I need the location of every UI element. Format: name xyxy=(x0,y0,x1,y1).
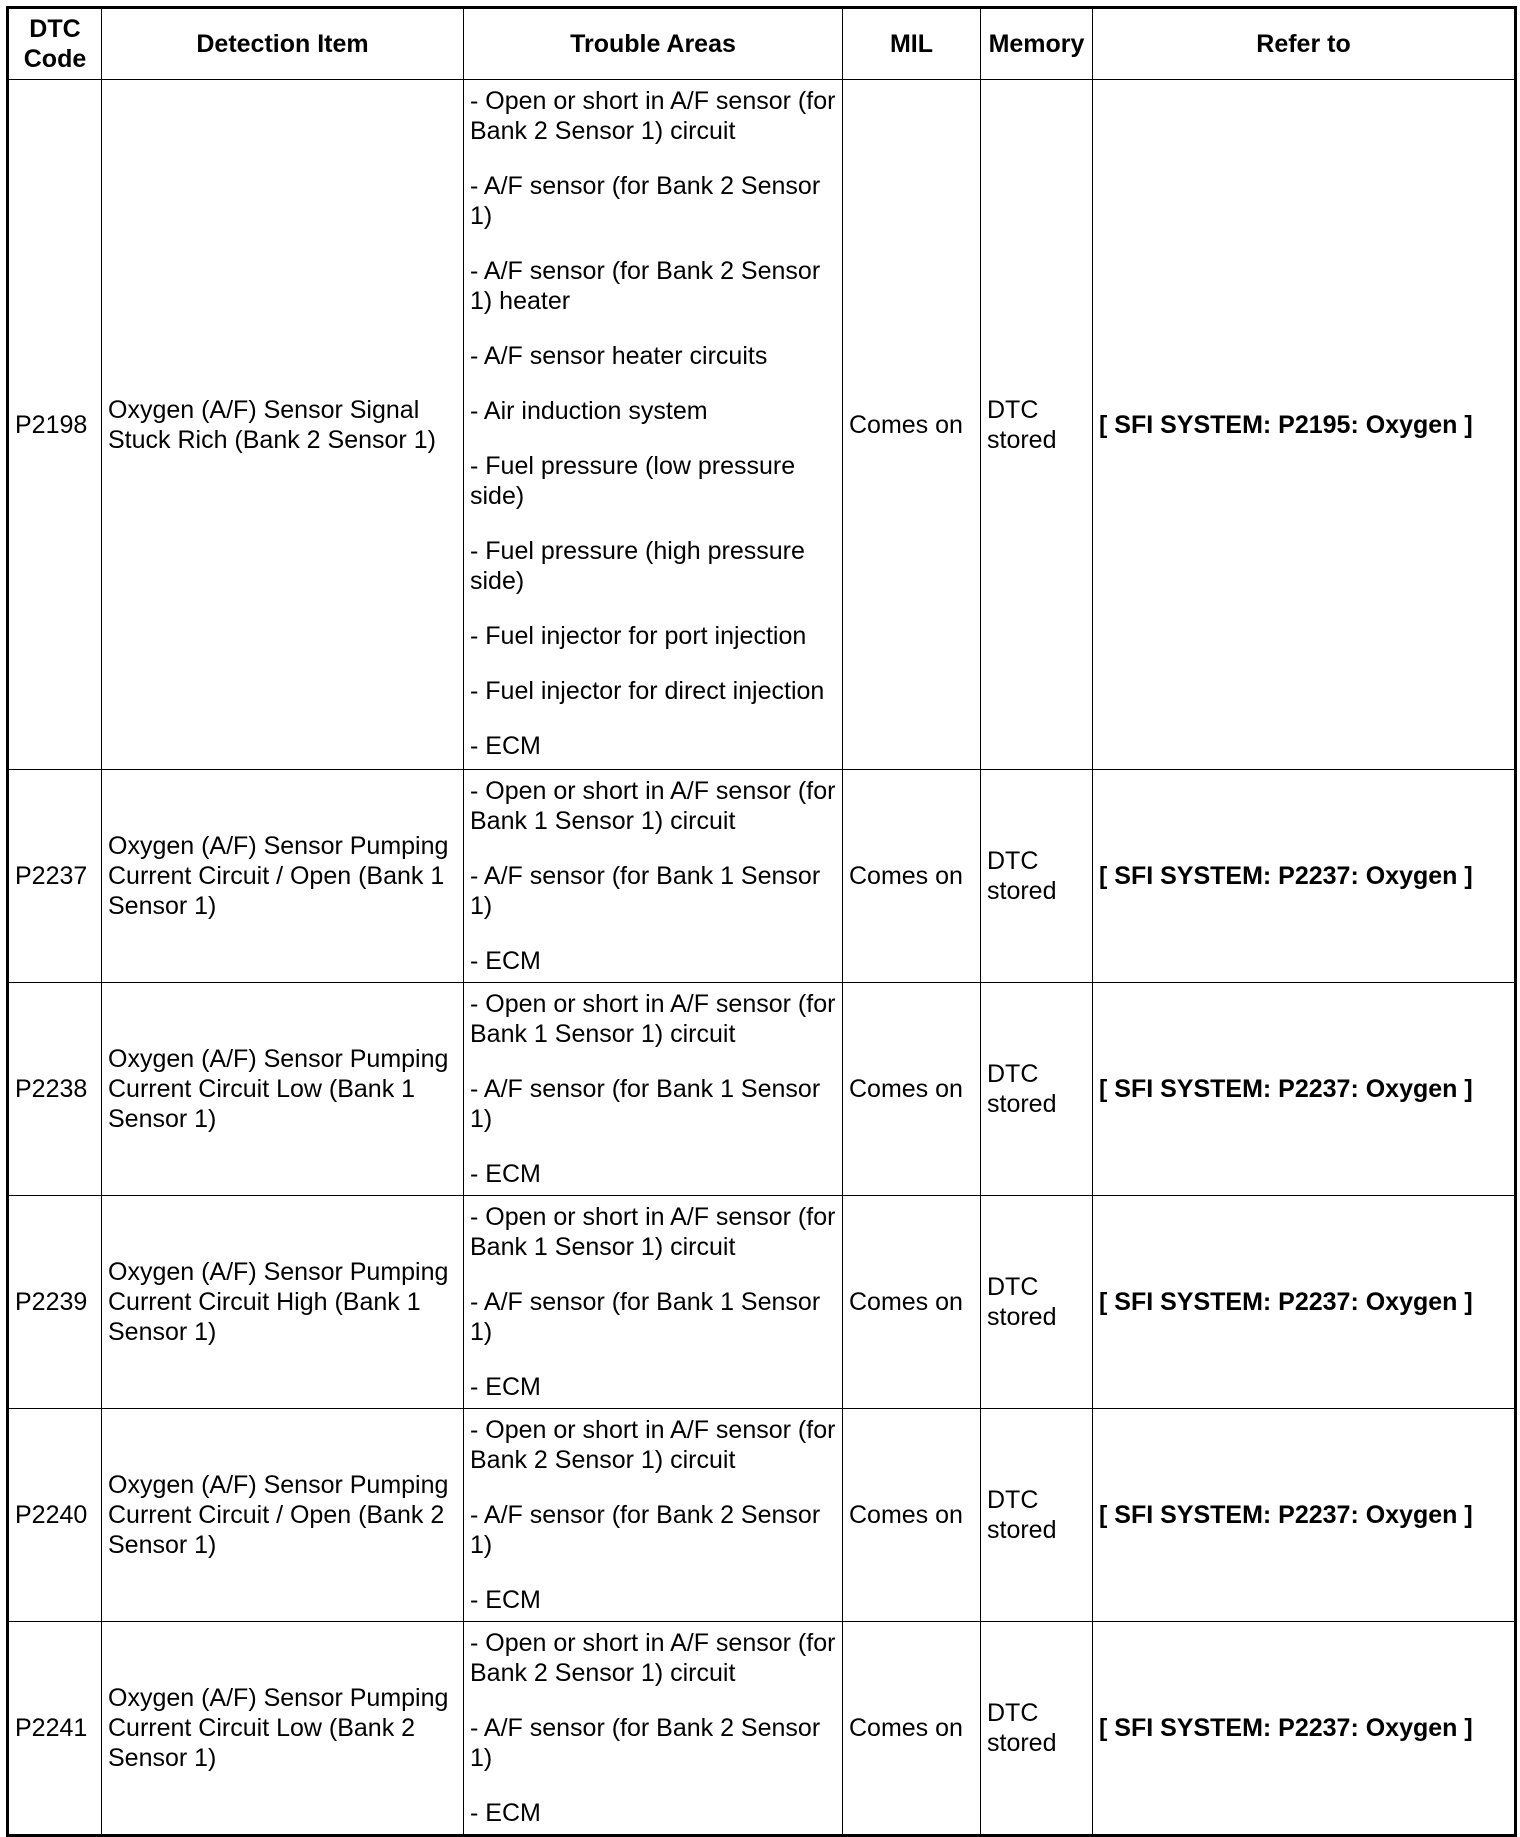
detection-item-cell: Oxygen (A/F) Sensor Pumping Current Circuit / Open (Bank 1 Sensor 1) xyxy=(102,770,464,983)
trouble-area-item: - ECM xyxy=(470,1160,541,1188)
trouble-areas-cell xyxy=(464,80,843,770)
dtc-code-cell: P2198 xyxy=(8,80,102,770)
trouble-area-item: - ECM xyxy=(470,732,541,760)
header-mil: MIL xyxy=(843,8,981,80)
table-row xyxy=(8,983,1516,1196)
memory-cell: DTC stored xyxy=(981,770,1093,983)
refer-to-link[interactable]: [ SFI SYSTEM: P2237: Oxygen ] xyxy=(1093,1196,1516,1409)
trouble-area-item: - Open or short in A/F sensor (for Bank 1 Sensor 1) circuit xyxy=(470,990,836,1048)
table-row xyxy=(8,1409,1516,1622)
detection-item-cell: Oxygen (A/F) Sensor Signal Stuck Rich (Bank 2 Sensor 1) xyxy=(102,80,464,770)
table-row xyxy=(8,80,1516,770)
mil-cell: Comes on xyxy=(843,80,981,770)
refer-to-link[interactable]: [ SFI SYSTEM: P2237: Oxygen ] xyxy=(1093,1622,1516,1836)
mil-cell: Comes on xyxy=(843,1409,981,1622)
trouble-area-item: - Open or short in A/F sensor (for Bank 1 Sensor 1) circuit xyxy=(470,777,836,835)
dtc-code-cell: P2240 xyxy=(8,1409,102,1622)
trouble-area-item: - Open or short in A/F sensor (for Bank 2 Sensor 1) circuit xyxy=(470,1416,836,1474)
trouble-area-item: - Fuel pressure (low pressure side) xyxy=(470,452,796,510)
header-refer-to: Refer to xyxy=(1093,8,1516,80)
trouble-areas-cell xyxy=(464,983,843,1196)
trouble-area-item: - A/F sensor (for Bank 2 Sensor 1) heater xyxy=(470,257,821,315)
table-row xyxy=(8,1196,1516,1409)
detection-item-cell: Oxygen (A/F) Sensor Pumping Current Circuit / Open (Bank 2 Sensor 1) xyxy=(102,1409,464,1622)
dtc-code-cell: P2241 xyxy=(8,1622,102,1836)
trouble-area-item: - ECM xyxy=(470,1586,541,1614)
trouble-area-item: - Air induction system xyxy=(470,397,708,425)
trouble-area-item: - A/F sensor (for Bank 1 Sensor 1) xyxy=(470,862,821,920)
trouble-area-item: - Open or short in A/F sensor (for Bank 1 Sensor 1) circuit xyxy=(470,1203,836,1261)
refer-to-link[interactable]: [ SFI SYSTEM: P2237: Oxygen ] xyxy=(1093,983,1516,1196)
mil-cell: Comes on xyxy=(843,1196,981,1409)
dtc-code-cell: P2237 xyxy=(8,770,102,983)
trouble-area-item: - A/F sensor (for Bank 1 Sensor 1) xyxy=(470,1288,821,1346)
memory-cell: DTC stored xyxy=(981,1196,1093,1409)
trouble-area-item: - A/F sensor (for Bank 2 Sensor 1) xyxy=(470,1714,821,1772)
trouble-area-item: - ECM xyxy=(470,1799,541,1827)
detection-item-cell: Oxygen (A/F) Sensor Pumping Current Circuit Low (Bank 2 Sensor 1) xyxy=(102,1622,464,1836)
mil-cell: Comes on xyxy=(843,770,981,983)
dtc-code-cell: P2238 xyxy=(8,983,102,1196)
trouble-area-item: - ECM xyxy=(470,947,541,975)
trouble-area-item: - A/F sensor (for Bank 2 Sensor 1) xyxy=(470,1501,821,1559)
trouble-areas-cell xyxy=(464,770,843,983)
header-detection-item: Detection Item xyxy=(102,8,464,80)
table-row xyxy=(8,770,1516,983)
refer-to-link[interactable]: [ SFI SYSTEM: P2237: Oxygen ] xyxy=(1093,770,1516,983)
trouble-area-item: - Fuel injector for port injection xyxy=(470,622,807,650)
table-body xyxy=(8,80,1516,1836)
memory-cell: DTC stored xyxy=(981,1622,1093,1836)
table-header xyxy=(8,8,1516,80)
trouble-area-item: - Open or short in A/F sensor (for Bank 2 Sensor 1) circuit xyxy=(470,87,836,145)
dtc-code-cell: P2239 xyxy=(8,1196,102,1409)
header-dtc-code: DTC Code xyxy=(8,8,102,80)
trouble-area-item: - A/F sensor (for Bank 1 Sensor 1) xyxy=(470,1075,821,1133)
trouble-area-item: - Fuel pressure (high pressure side) xyxy=(470,537,805,595)
trouble-area-item: - A/F sensor (for Bank 2 Sensor 1) xyxy=(470,172,821,230)
memory-cell: DTC stored xyxy=(981,80,1093,770)
detection-item-cell: Oxygen (A/F) Sensor Pumping Current Circuit Low (Bank 1 Sensor 1) xyxy=(102,983,464,1196)
trouble-areas-cell xyxy=(464,1196,843,1409)
memory-cell: DTC stored xyxy=(981,983,1093,1196)
trouble-areas-cell xyxy=(464,1409,843,1622)
dtc-table xyxy=(6,6,1517,1837)
header-memory: Memory xyxy=(981,8,1093,80)
refer-to-link[interactable]: [ SFI SYSTEM: P2195: Oxygen ] xyxy=(1093,80,1516,770)
header-trouble-areas: Trouble Areas xyxy=(464,8,843,80)
refer-to-link[interactable]: [ SFI SYSTEM: P2237: Oxygen ] xyxy=(1093,1409,1516,1622)
mil-cell: Comes on xyxy=(843,983,981,1196)
header-row xyxy=(8,8,1516,80)
trouble-area-item: - Open or short in A/F sensor (for Bank 2 Sensor 1) circuit xyxy=(470,1629,836,1687)
memory-cell: DTC stored xyxy=(981,1409,1093,1622)
detection-item-cell: Oxygen (A/F) Sensor Pumping Current Circuit High (Bank 1 Sensor 1) xyxy=(102,1196,464,1409)
mil-cell: Comes on xyxy=(843,1622,981,1836)
trouble-area-item: - Fuel injector for direct injection xyxy=(470,677,825,705)
trouble-area-item: - ECM xyxy=(470,1373,541,1401)
trouble-areas-cell xyxy=(464,1622,843,1836)
table-row xyxy=(8,1622,1516,1836)
trouble-area-item: - A/F sensor heater circuits xyxy=(470,342,768,370)
